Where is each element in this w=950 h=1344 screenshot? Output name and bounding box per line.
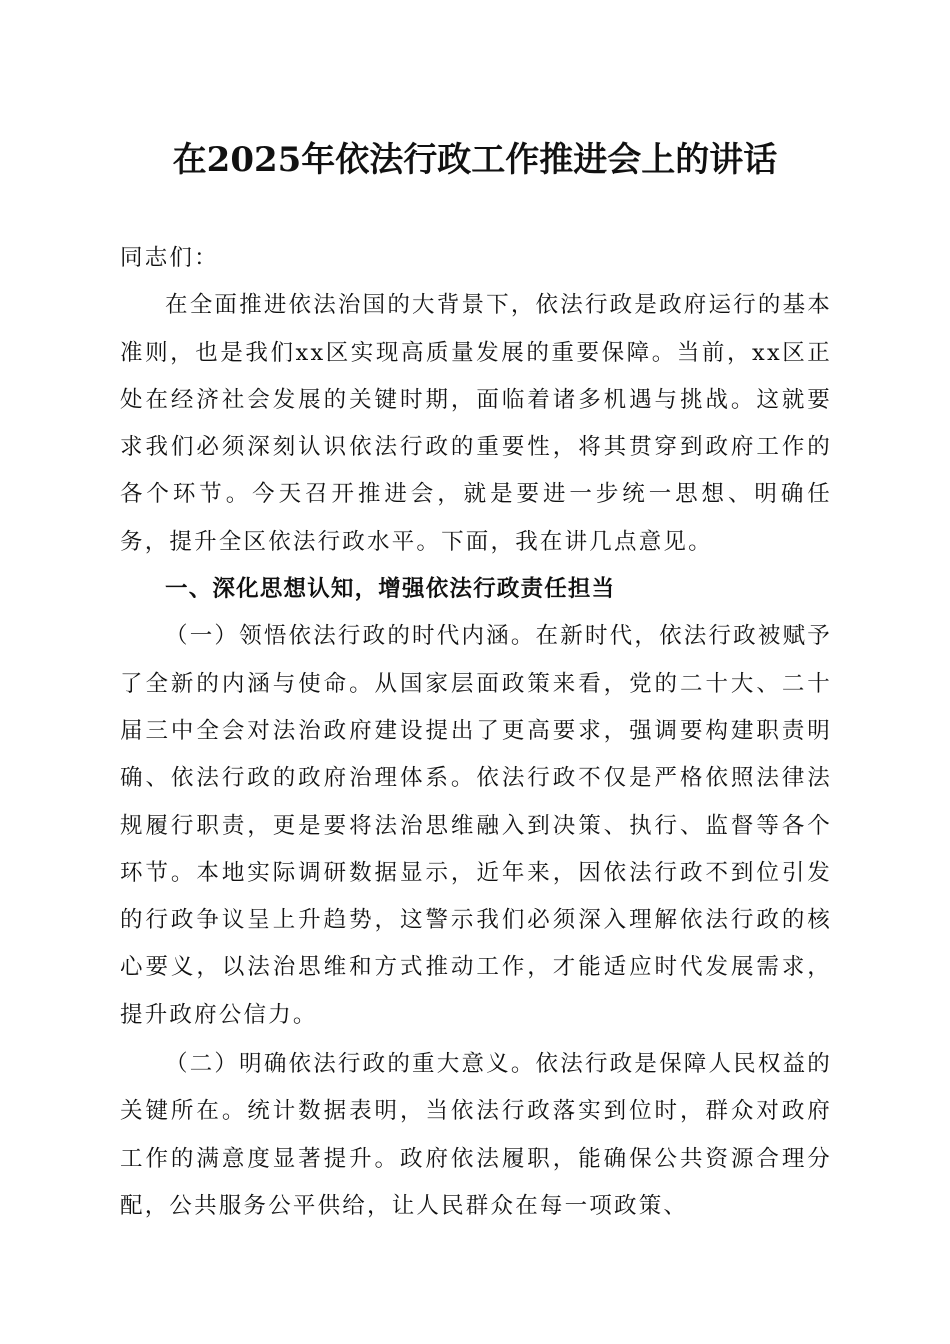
- section1-paragraph-1: （一）领悟依法行政的时代内涵。在新时代，依法行政被赋予了全新的内涵与使命。从国家层面政策来看，党的二十大、二十届三中全会对法治政府建设提出了更高要求，强调要构建职责明确、依法行政的政府治理体系。依法行政不仅是严格依照法律法规履行职责，更是要将法治思维融入到决策、执行、监督等各个环节。本地实际调研数据显示，近年来，因依法行政不到位引发的行政争议呈上升趋势，这警示我们必须深入理解依法行政的核心要义，以法治思维和方式推动工作，才能适应时代发展需求，提升政府公信力。: [120, 623, 832, 1028]
- section1-paragraph-2: （二）明确依法行政的重大意义。依法行政是保障人民权益的关键所在。统计数据表明，当依法行政落实到位时，群众对政府工作的满意度显著提升。政府依法履职，能确保公共资源合理分配，公共服务公平供给，让人民群众在每一项政策、: [120, 1051, 832, 1219]
- section-heading-1: 一、深化思想认知，增强依法行政责任担当: [165, 576, 616, 603]
- document-title: 在2025年依法行政工作推进会上的讲话: [172, 140, 778, 180]
- intro-paragraph: 在全面推进依法治国的大背景下，依法行政是政府运行的基本准则，也是我们xx区实现高质量发展的重要保障。当前，xx区正处在经济社会发展的关键时期，面临着诸多机遇与挑战。这就要求我们必须深刻认识依法行政的重要性，将其贯穿到政府工作的各个环节。今天召开推进会，就是要进一步统一思想、明确任务，提升全区依法行政水平。下面，我在讲几点意见。: [120, 292, 832, 555]
- salutation: 同志们：: [120, 245, 219, 271]
- document-body: [120, 235, 832, 1230]
